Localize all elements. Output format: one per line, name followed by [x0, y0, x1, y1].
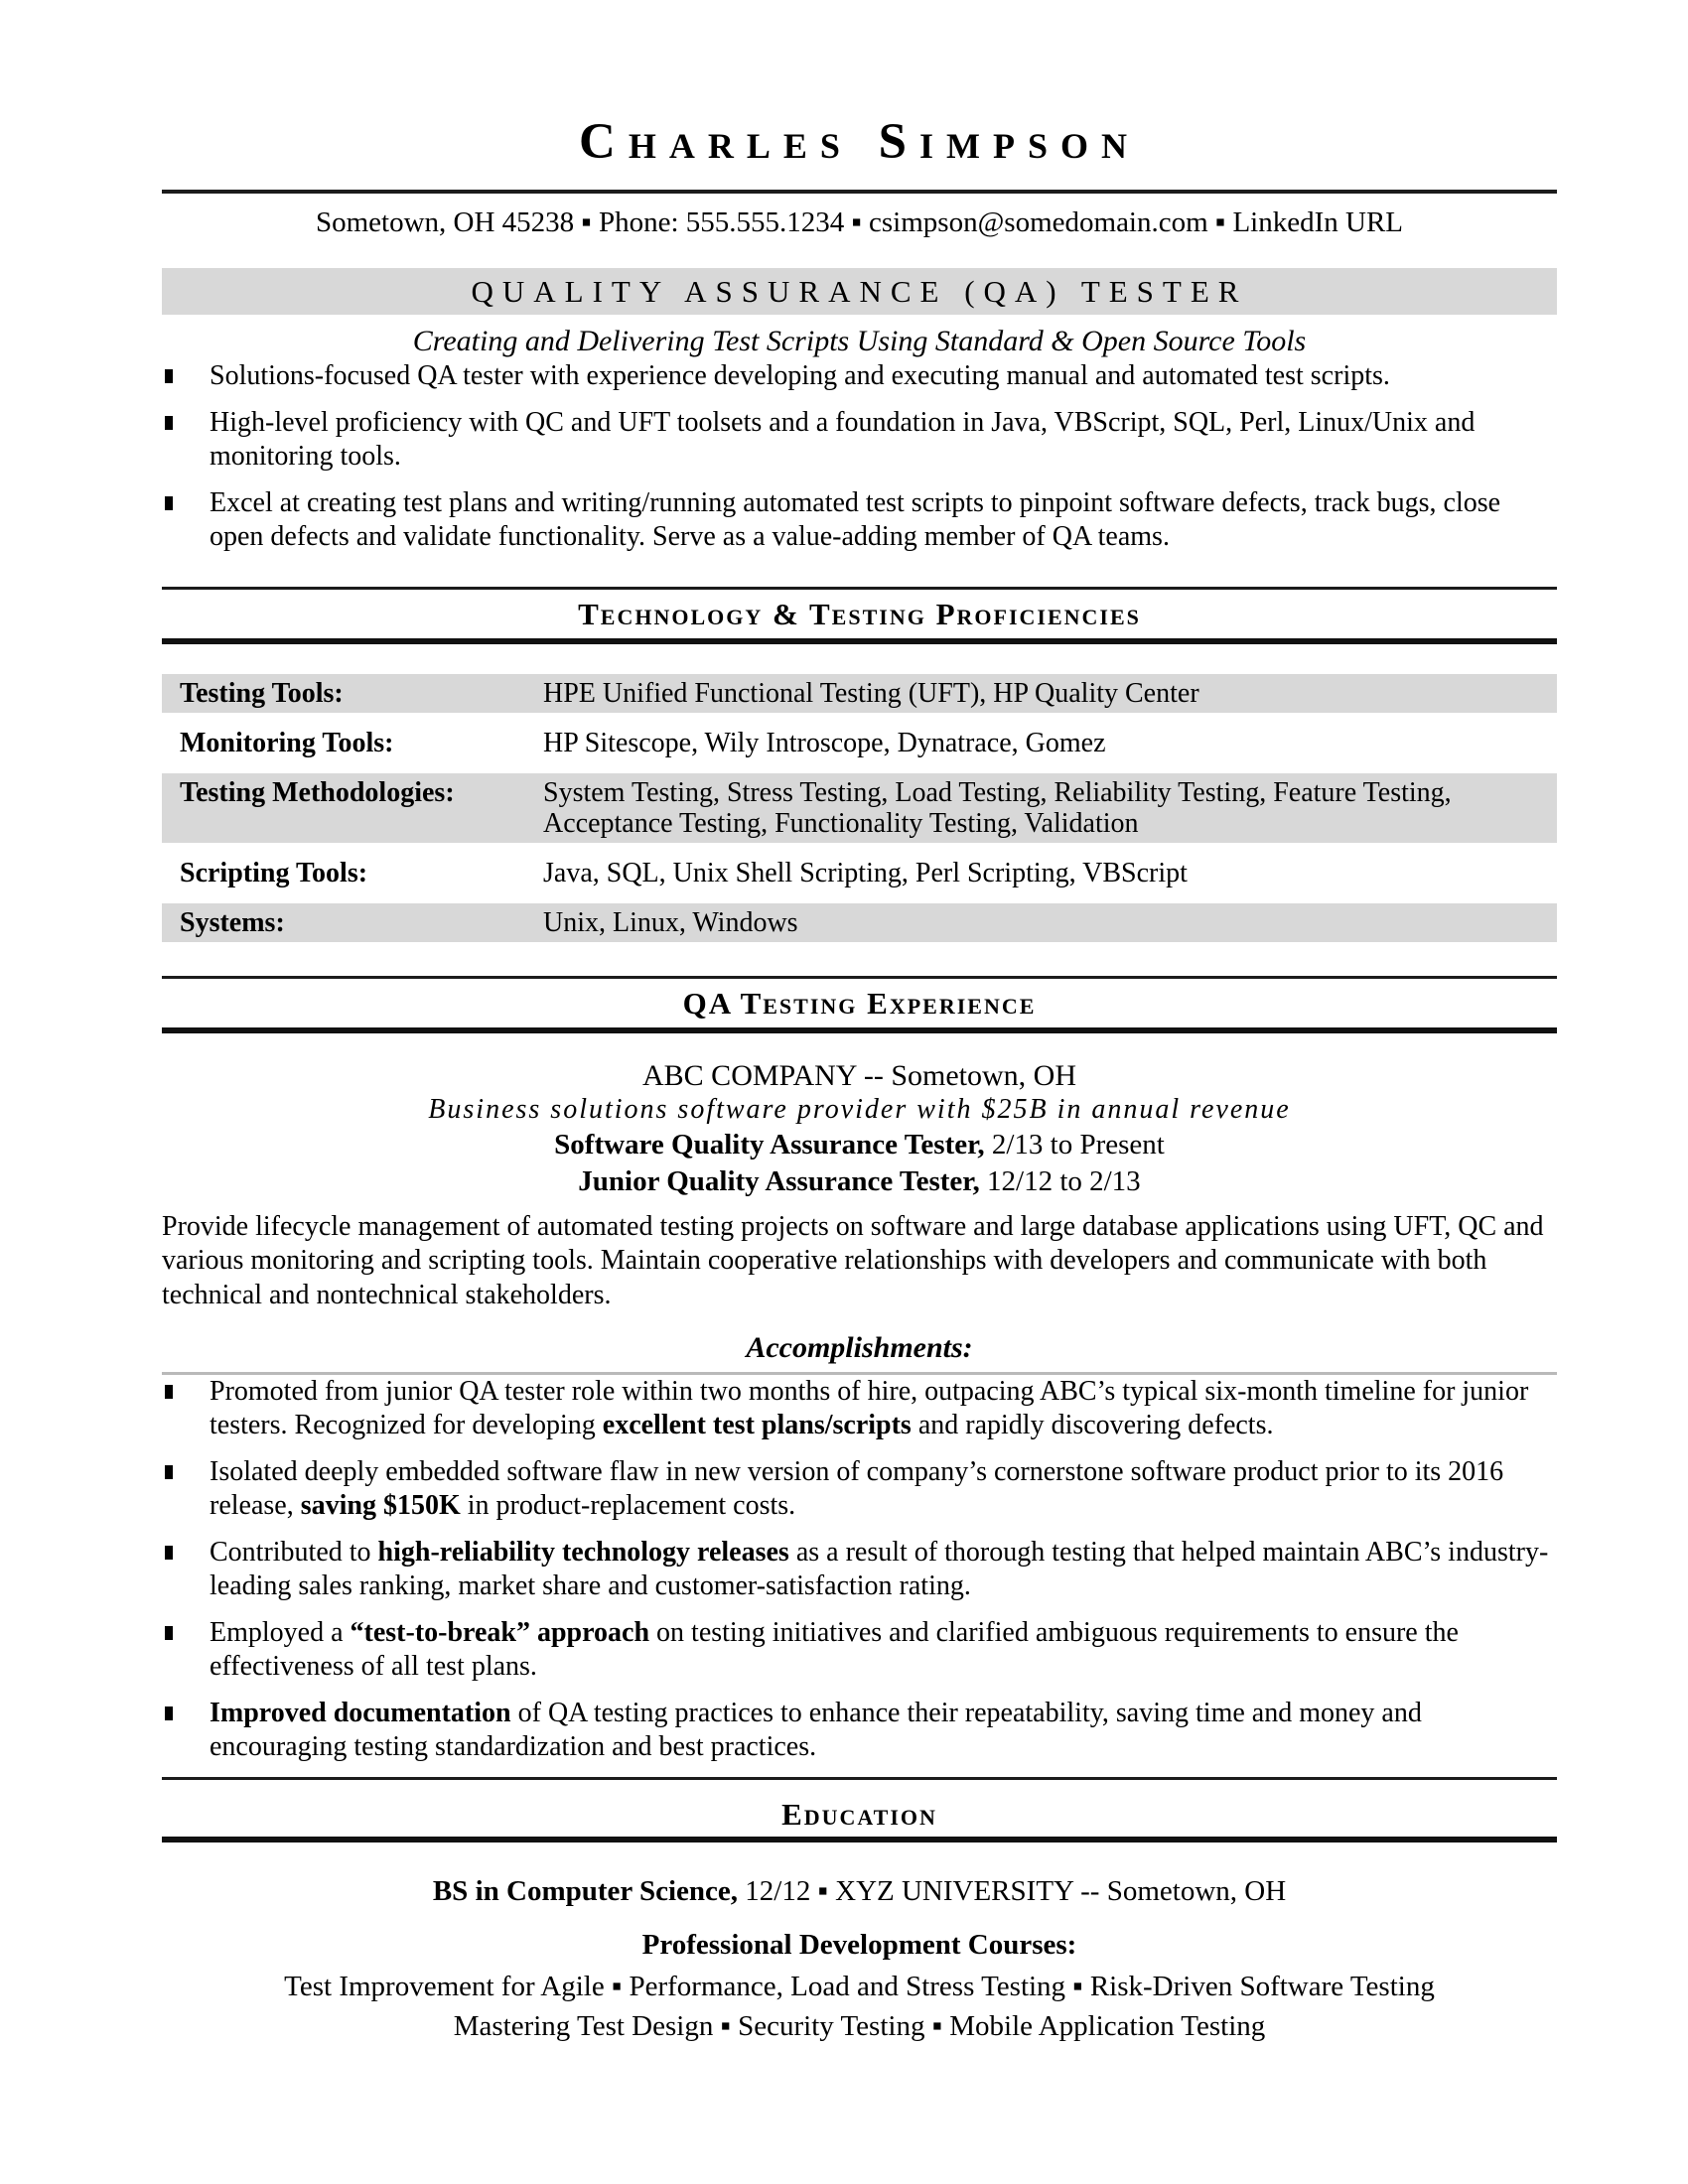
header-divider	[162, 190, 1557, 194]
section-divider	[162, 976, 1557, 979]
section-education-heading	[162, 1777, 1557, 1843]
course-line: Test Improvement for Agile ▪ Performance, Load and Stress Testing ▪ Risk-Driven Software Testing	[284, 1971, 1435, 2003]
degree-line: BS in Computer Science, 12/12 ▪ XYZ UNIVERSITY -- Sometown, OH	[432, 1875, 1287, 1908]
bullet-square-icon	[165, 1546, 173, 1560]
row-label: Monitoring Tools:	[180, 727, 394, 758]
summary-item	[162, 359, 1557, 393]
accomplishment-text: Isolated deeply embedded software flaw in new version of company’s cornerstone software product prior to its 2016 release, saving $150K in product-replacement costs.	[210, 1456, 1504, 1522]
accomplishment-item	[162, 1375, 1557, 1442]
courses-block	[162, 1967, 1557, 2046]
table-row	[162, 674, 1557, 713]
accomplishment-text: Employed a “test-to-break” approach on testing initiatives and clarified ambiguous requirements to ensure the effectiveness of all test plans.	[210, 1617, 1459, 1683]
accomplishment-item	[162, 1455, 1557, 1523]
row-label: Systems:	[180, 906, 285, 938]
section-title: Technology & Testing Proficiencies	[578, 596, 1141, 631]
row-label: Testing Tools:	[180, 677, 344, 709]
summary-item-text: Excel at creating test plans and writing/running automated test scripts to pinpoint software defects, track bugs, close open defects and validate functionality. Serve as a value-adding member of QA teams.	[210, 486, 1501, 552]
role-line: Software Quality Assurance Tester, 2/13 to Present	[554, 1128, 1165, 1160]
section-title: QA Testing Experience	[682, 985, 1037, 1021]
row-value: Unix, Linux, Windows	[543, 906, 798, 938]
summary-item	[162, 486, 1557, 554]
accomplishments-list	[162, 1375, 1557, 1764]
accomplishment-item	[162, 1616, 1557, 1684]
row-value: Java, SQL, Unix Shell Scripting, Perl Scripting, VBScript	[543, 857, 1188, 888]
bullet-square-icon	[165, 1465, 173, 1479]
accomplishment-text: Promoted from junior QA tester role within two months of hire, outpacing ABC’s typical six-month timeline for junior testers. Recognized for developing excellent test plans/scripts and rapidly discovering defects.	[210, 1376, 1529, 1441]
table-row	[162, 724, 1557, 762]
table-row	[162, 773, 1557, 843]
bullet-square-icon	[165, 416, 173, 430]
bullet-square-icon	[165, 1385, 173, 1399]
row-label: Scripting Tools:	[180, 857, 368, 888]
contact-line: Sometown, OH 45238 ▪ Phone: 555.555.1234 ▪ csimpson@somedomain.com ▪ LinkedIn URL	[315, 206, 1404, 238]
table-row	[162, 903, 1557, 942]
job-title-banner: QUALITY ASSURANCE (QA) TESTER	[162, 268, 1557, 315]
bullet-square-icon	[165, 496, 173, 510]
summary-item-text: High-level proficiency with QC and UFT toolsets and a foundation in Java, VBScript, SQL, Perl, Linux/Unix and monitoring tools.	[210, 406, 1476, 472]
accomplishment-text: Improved documentation of QA testing practices to enhance their repeatability, saving time and money and encouraging testing standardization and best practices.	[210, 1698, 1422, 1763]
proficiencies-table	[162, 674, 1557, 942]
bullet-square-icon	[165, 1706, 173, 1720]
row-value: HP Sitescope, Wily Introscope, Dynatrace, Gomez	[543, 727, 1106, 758]
course-line: Mastering Test Design ▪ Security Testing ▪ Mobile Application Testing	[453, 2010, 1266, 2043]
bullet-square-icon	[165, 1626, 173, 1640]
company-description: Business solutions software provider with $25B in annual revenue	[428, 1093, 1291, 1125]
company-name: ABC COMPANY -- Sometown, OH	[642, 1058, 1076, 1092]
experience-summary: Provide lifecycle management of automated testing projects on software and large database applications using UFT, QC and various monitoring and scripting tools. Maintain cooperative relationships with developers and communicate with both technical and nontechnical stakeholders.	[162, 1210, 1544, 1310]
row-value: HPE Unified Functional Testing (UFT), HP Quality Center	[543, 677, 1199, 709]
courses-heading: Professional Development Courses:	[641, 1929, 1077, 1962]
tagline: Creating and Delivering Test Scripts Using Standard & Open Source Tools	[412, 324, 1307, 357]
table-row	[162, 854, 1557, 892]
section-divider	[162, 1837, 1557, 1843]
summary-list	[162, 359, 1557, 554]
summary-item	[162, 406, 1557, 474]
role-line: Junior Quality Assurance Tester, 12/12 to 2/13	[578, 1164, 1141, 1197]
section-divider	[162, 587, 1557, 590]
summary-item-text: Solutions-focused QA tester with experience developing and executing manual and automated test scripts.	[210, 359, 1390, 391]
accomplishment-item	[162, 1536, 1557, 1603]
accomplishment-item	[162, 1697, 1557, 1764]
accomplishments-heading: Accomplishments:	[746, 1331, 973, 1365]
candidate-name: Charles Simpson	[579, 114, 1140, 170]
section-divider	[162, 1027, 1557, 1033]
section-proficiencies-heading	[162, 587, 1557, 644]
accomplishment-text: Contributed to high-reliability technology releases as a result of thorough testing that helped maintain ABC’s industry-leading sales ranking, market share and customer-satisfaction rating.	[210, 1537, 1549, 1602]
section-experience-heading	[162, 976, 1557, 1033]
section-divider	[162, 1777, 1557, 1780]
section-divider	[162, 638, 1557, 644]
row-value: System Testing, Stress Testing, Load Testing, Reliability Testing, Feature Testing, Acceptance Testing, Functionality Testing, Validation	[543, 776, 1452, 839]
row-label: Testing Methodologies:	[180, 776, 455, 808]
bullet-square-icon	[165, 369, 173, 383]
section-title: Education	[781, 1797, 937, 1833]
